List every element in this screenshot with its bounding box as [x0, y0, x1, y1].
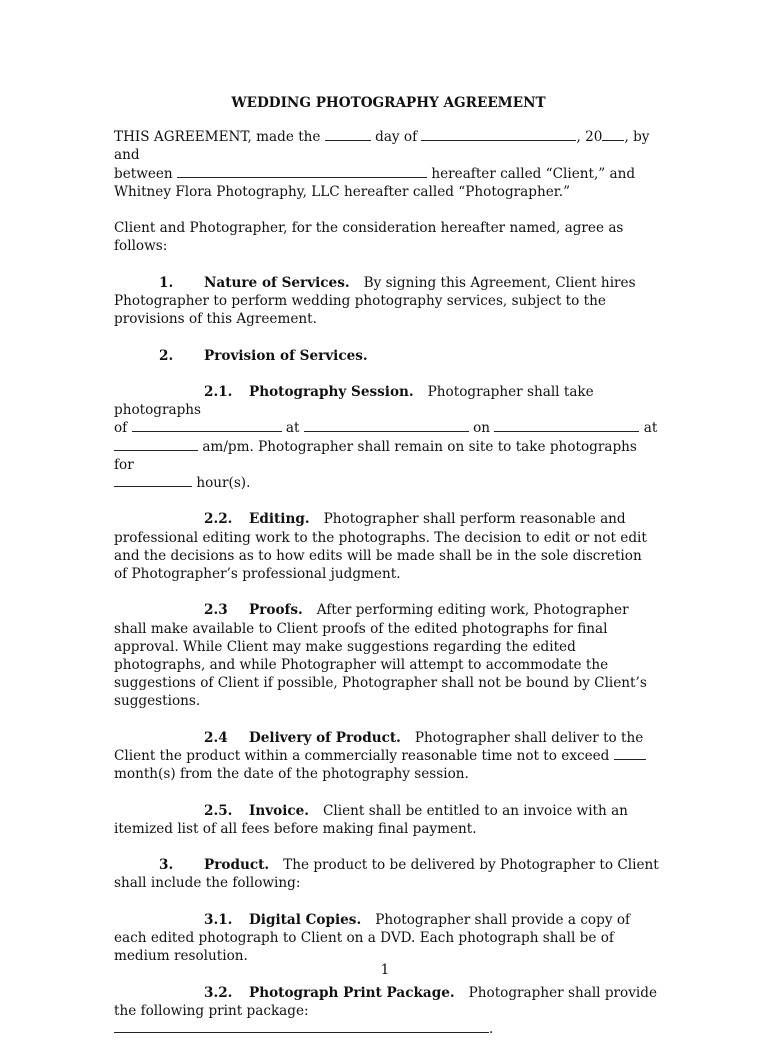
section-text: The product to be delivered by Photographer to Client shall include the following: [114, 857, 659, 892]
section-text: month(s) from the date of the photography session. [114, 766, 469, 783]
intro-text: Whitney Flora Photography, LLC hereafter called “Photographer.” [114, 183, 571, 200]
section-number: 2. [159, 347, 174, 364]
page-number: 1 [380, 962, 390, 978]
document-body [114, 94, 659, 1056]
document-title: WEDDING PHOTOGRAPHY AGREEMENT [231, 95, 546, 111]
section-heading: Delivery of Product. [249, 729, 401, 746]
section-heading: Digital Copies. [249, 911, 362, 928]
intro-text: THIS AGREEMENT, made the [114, 129, 321, 146]
section-text: on [473, 420, 491, 437]
time-blank [114, 439, 198, 451]
year-blank [602, 129, 624, 141]
section-text: After performing editing work, Photographer shall make available to Client proofs of the edited photographs for final approval. While Client may make suggestions regarding the edited photographs, and while Photographer will attempt to accommodate the suggestions of Client if possible, Photographer shall not be bound by Client’s suggestions. [114, 602, 647, 710]
intro-text: , by and [114, 129, 650, 164]
section-number: 3.1. [204, 911, 233, 928]
section-number: 1. [159, 274, 174, 291]
months-blank [614, 748, 646, 760]
section-2 [114, 347, 659, 365]
section-heading: Proofs. [249, 602, 303, 619]
section-text: Photographer shall perform reasonable and professional editing work to the photographs. The decision to edit or not edit and the decisions as to how edits will be made shall be in the sole discretion of Photographer’s professional judgment. [114, 511, 647, 582]
section-heading: Nature of Services. [204, 274, 350, 291]
section-number: 2.3 [204, 602, 228, 619]
hours-blank [114, 475, 192, 487]
intro-paragraph [114, 128, 659, 201]
section-2-4 [114, 729, 659, 784]
section-text: am/pm. Photographer shall remain on site to take photographs for [114, 438, 637, 473]
section-text: at [285, 420, 300, 437]
section-1 [114, 274, 659, 329]
consideration-paragraph: Client and Photographer, for the consideration hereafter named, agree as follows: [114, 220, 624, 255]
client-blank [132, 420, 282, 432]
section-text: Photographer shall take photographs [114, 383, 594, 419]
section-heading: Invoice. [249, 802, 310, 819]
section-2-5 [114, 802, 659, 838]
section-text: of [114, 420, 128, 437]
intro-text: between [114, 165, 173, 182]
intro-text: day of [375, 129, 418, 146]
section-text: Photographer shall provide the following print package: [114, 984, 657, 1019]
section-text: . [489, 1020, 494, 1037]
section-text: By signing this Agreement, Client hires Photographer to perform wedding photography services, subject to the provisions of this Agreement. [114, 274, 636, 328]
section-3 [114, 856, 659, 892]
section-number: 2.4 [204, 729, 228, 746]
section-text: Photographer shall deliver to the Client the product within a commercially reasonable time not to exceed [114, 729, 644, 764]
section-number: 2.2. [204, 511, 233, 528]
section-text: Client shall be entitled to an invoice with an itemized list of all fees before making final payment. [114, 802, 628, 837]
location-blank [304, 420, 469, 432]
section-heading: Photograph Print Package. [249, 984, 455, 1001]
section-number: 2.5. [204, 802, 233, 819]
intro-text: , 20 [576, 129, 603, 146]
section-3-2 [114, 984, 659, 1039]
intro-text: hereafter called “Client,” and [431, 165, 636, 182]
section-heading: Editing. [249, 511, 310, 528]
section-2-1 [114, 383, 659, 492]
section-heading: Photography Session. [249, 383, 414, 400]
print-package-blank [114, 1021, 489, 1033]
section-heading: Provision of Services. [204, 347, 368, 364]
month-blank [421, 129, 576, 141]
section-3-1 [114, 911, 659, 966]
section-2-3 [114, 601, 659, 710]
section-text: Photographer shall provide a copy of each edited photograph to Client on a DVD. Each photograph shall be of medium resolution. [114, 911, 631, 965]
section-number: 2.1. [204, 383, 233, 400]
section-number: 3.2. [204, 984, 233, 1001]
section-2-2 [114, 510, 659, 583]
section-text: hour(s). [196, 475, 251, 491]
client-name-blank [177, 166, 427, 178]
section-number: 3. [159, 857, 174, 874]
date-blank [494, 420, 639, 432]
day-blank [325, 129, 371, 141]
section-heading: Product. [204, 857, 270, 874]
section-text: at [643, 420, 658, 437]
